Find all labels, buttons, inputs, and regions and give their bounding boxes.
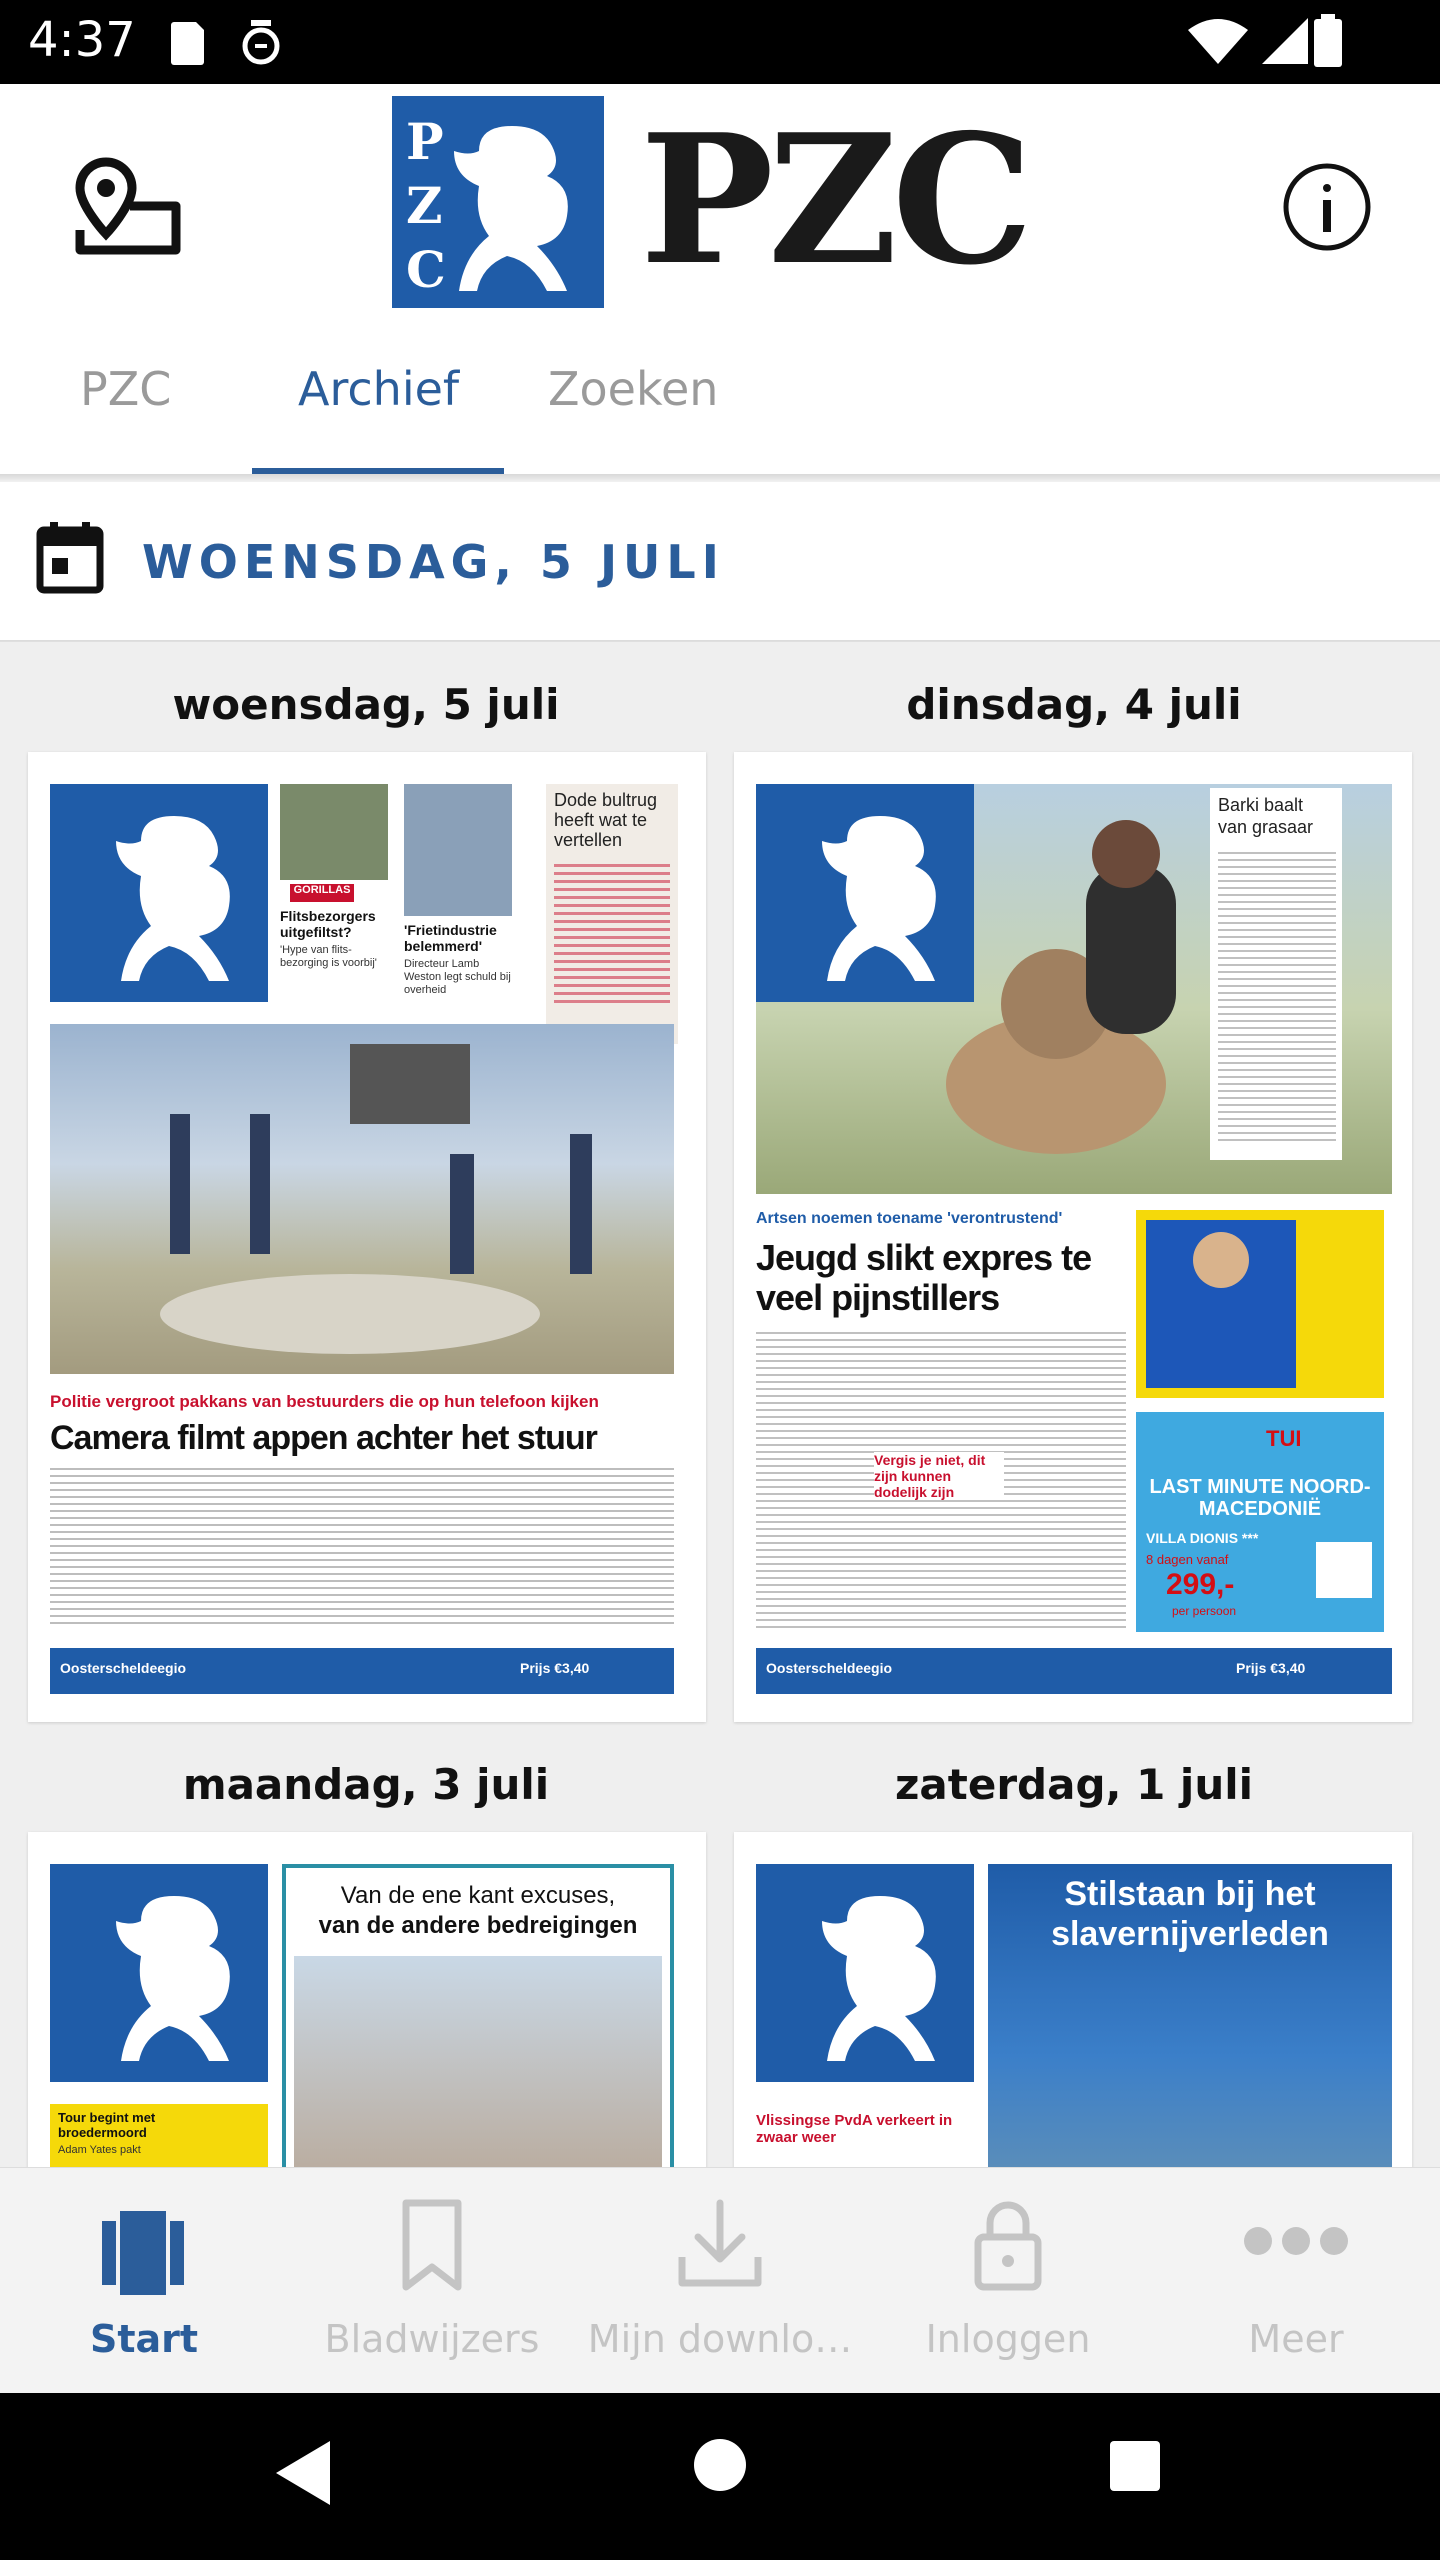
teaser-title: Flitsbezorgers uitgefiltst?: [280, 908, 376, 940]
nav-inloggen[interactable]: [864, 2167, 1152, 2393]
edition-price: Prijs €3,40: [1236, 1660, 1306, 1676]
edition-region: Oosterscheldeegio: [60, 1660, 187, 1676]
recents-icon[interactable]: [1108, 2439, 1162, 2493]
brand-logo: [392, 96, 604, 308]
nav-label: Inloggen: [925, 2317, 1091, 2361]
headline-top: Van de ene kant excuses,: [340, 1882, 616, 1909]
ad-unit: per persoon: [1172, 1604, 1237, 1618]
teaser-sub: 'Hype van flits-bezorging is voorbij': [280, 944, 377, 969]
ad-brand: TUI: [1266, 1426, 1302, 1451]
article-headline: Camera filmt appen achter het stuur: [50, 1419, 597, 1457]
edition-logo: [756, 784, 974, 1002]
brand-wordmark: PZC: [640, 95, 1028, 304]
battery-icon: [1312, 14, 1346, 68]
nav-label: Start: [89, 2317, 199, 2361]
main-photo: [50, 1024, 674, 1374]
edition-footer: [50, 1648, 674, 1694]
sport-teaser: [50, 2104, 268, 2172]
system-navigation-bar: [0, 2393, 1440, 2560]
edition-card-zaterdag[interactable]: [734, 1832, 1412, 2172]
info-icon[interactable]: [1280, 160, 1374, 254]
teaser-title: Tour begint met broedermoord: [58, 2110, 156, 2140]
ad-title: LAST MINUTE NOORD-MACEDONIË: [1149, 1476, 1371, 1520]
lock-icon: [972, 2193, 1044, 2293]
qr-code-icon: [1316, 1542, 1372, 1598]
teaser-photo: [404, 784, 512, 916]
edition-date-label: dinsdag, 4 juli: [906, 680, 1242, 729]
tab-pzc[interactable]: PZC: [80, 362, 172, 416]
logo-letter-c: C: [406, 240, 446, 299]
teaser-title: Dode bultrug heeft wat te vertellen: [554, 790, 658, 850]
alarm-icon: [238, 16, 284, 68]
main-story-box: [282, 1864, 674, 2172]
newspaper-icon: [96, 2199, 192, 2295]
bookmark-icon: [396, 2197, 468, 2293]
photo-caption: Barki baalt van grasaar: [1218, 795, 1314, 837]
wifi-icon: [1186, 16, 1250, 66]
nav-start[interactable]: [0, 2167, 288, 2393]
teaser-photo: [280, 784, 388, 880]
logo-letter-z: Z: [406, 176, 443, 235]
teaser-title: 'Frietindustrie belemmerd': [404, 922, 497, 954]
edition-footer: [756, 1648, 1392, 1694]
edition-card-maandag[interactable]: [28, 1832, 706, 2172]
back-icon[interactable]: [270, 2437, 334, 2509]
article-kicker: Artsen noemen toename 'verontrustend': [756, 1210, 1063, 1227]
edition-logo: [50, 784, 268, 1002]
nav-bladwijzers[interactable]: [288, 2167, 576, 2393]
cyclist-photo: [1136, 1210, 1384, 1398]
lion-emblem-icon: [756, 1864, 974, 2082]
edition-region: Oosterscheldeegio: [766, 1660, 893, 1676]
edition-logo: [50, 1864, 268, 2082]
teaser-body-text: [554, 864, 670, 1004]
edition-date-label: zaterdag, 1 juli: [894, 1760, 1254, 1809]
nav-meer[interactable]: [1152, 2167, 1440, 2393]
nav-label: Meer: [1248, 2317, 1344, 2361]
logo-letter-p: P: [406, 112, 444, 171]
more-dots-icon: [1240, 2221, 1352, 2261]
tab-archief[interactable]: Archief: [298, 362, 460, 416]
nav-label: Mijn downlo…: [587, 2317, 853, 2361]
lion-emblem-icon: [756, 784, 974, 1002]
tab-zoeken[interactable]: Zoeken: [548, 362, 719, 416]
main-photo: [294, 1956, 662, 2172]
home-icon[interactable]: [692, 2437, 748, 2493]
caption-body-text: [1218, 852, 1336, 1142]
photo-caption-box: [1210, 788, 1342, 1160]
ad-hotel: VILLA DIONIS ***: [1146, 1530, 1259, 1546]
sd-card-icon: [160, 18, 210, 68]
lion-emblem-icon: [50, 784, 268, 1002]
article-headline: Stilstaan bij het slavernijverleden: [1051, 1875, 1329, 1953]
article-body-text: [50, 1468, 674, 1628]
advertisement: [1136, 1412, 1384, 1632]
main-photo: [988, 1864, 1392, 2172]
sport-teaser: [1136, 1210, 1384, 1398]
location-store-icon[interactable]: [66, 150, 186, 260]
teaser-tag: GORILLAS: [290, 884, 354, 902]
calendar-icon[interactable]: [36, 520, 106, 596]
teaser-sub: Adam Yates pakt: [58, 2144, 141, 2156]
article-quote: Vergis je niet, dit zijn kunnen dodelijk zijn: [874, 1452, 1004, 1500]
edition-date-label: woensdag, 5 juli: [172, 680, 560, 729]
edition-date-label: maandag, 3 juli: [182, 1760, 550, 1809]
article-headline: Jeugd slikt expres te veel pijnstillers: [756, 1237, 1092, 1318]
edition-logo: [756, 1864, 974, 2082]
ad-price: 299,-: [1166, 1568, 1235, 1601]
lion-emblem-icon: [50, 1864, 268, 2082]
nav-label: Bladwijzers: [324, 2317, 540, 2361]
edition-card-dinsdag[interactable]: [734, 752, 1412, 1722]
header-divider: [0, 474, 1440, 482]
status-bar: [0, 0, 1440, 84]
download-icon: [674, 2197, 766, 2293]
ad-days: 8 dagen vanaf: [1146, 1552, 1229, 1567]
whale-photo: [50, 1024, 674, 1374]
edition-price: Prijs €3,40: [520, 1660, 590, 1676]
nav-downloads[interactable]: [576, 2167, 864, 2393]
teaser-sub: Directeur Lamb Weston legt schuld bij overheid: [404, 958, 511, 996]
status-time: 4:37: [28, 12, 136, 68]
selected-date[interactable]: WOENSDAG, 5 JULI: [142, 535, 725, 589]
edition-card-woensdag[interactable]: [28, 752, 706, 1722]
cell-signal-icon: [1258, 16, 1310, 66]
article-kicker: Politie vergroot pakkans van bestuurders die op hun telefoon kijken: [50, 1392, 599, 1411]
teaser-title: Vlissingse PvdA verkeert in zwaar weer: [756, 2112, 953, 2146]
headline-bottom: van de andere bedreigingen: [318, 1912, 638, 1939]
teaser-box: [546, 784, 678, 1044]
